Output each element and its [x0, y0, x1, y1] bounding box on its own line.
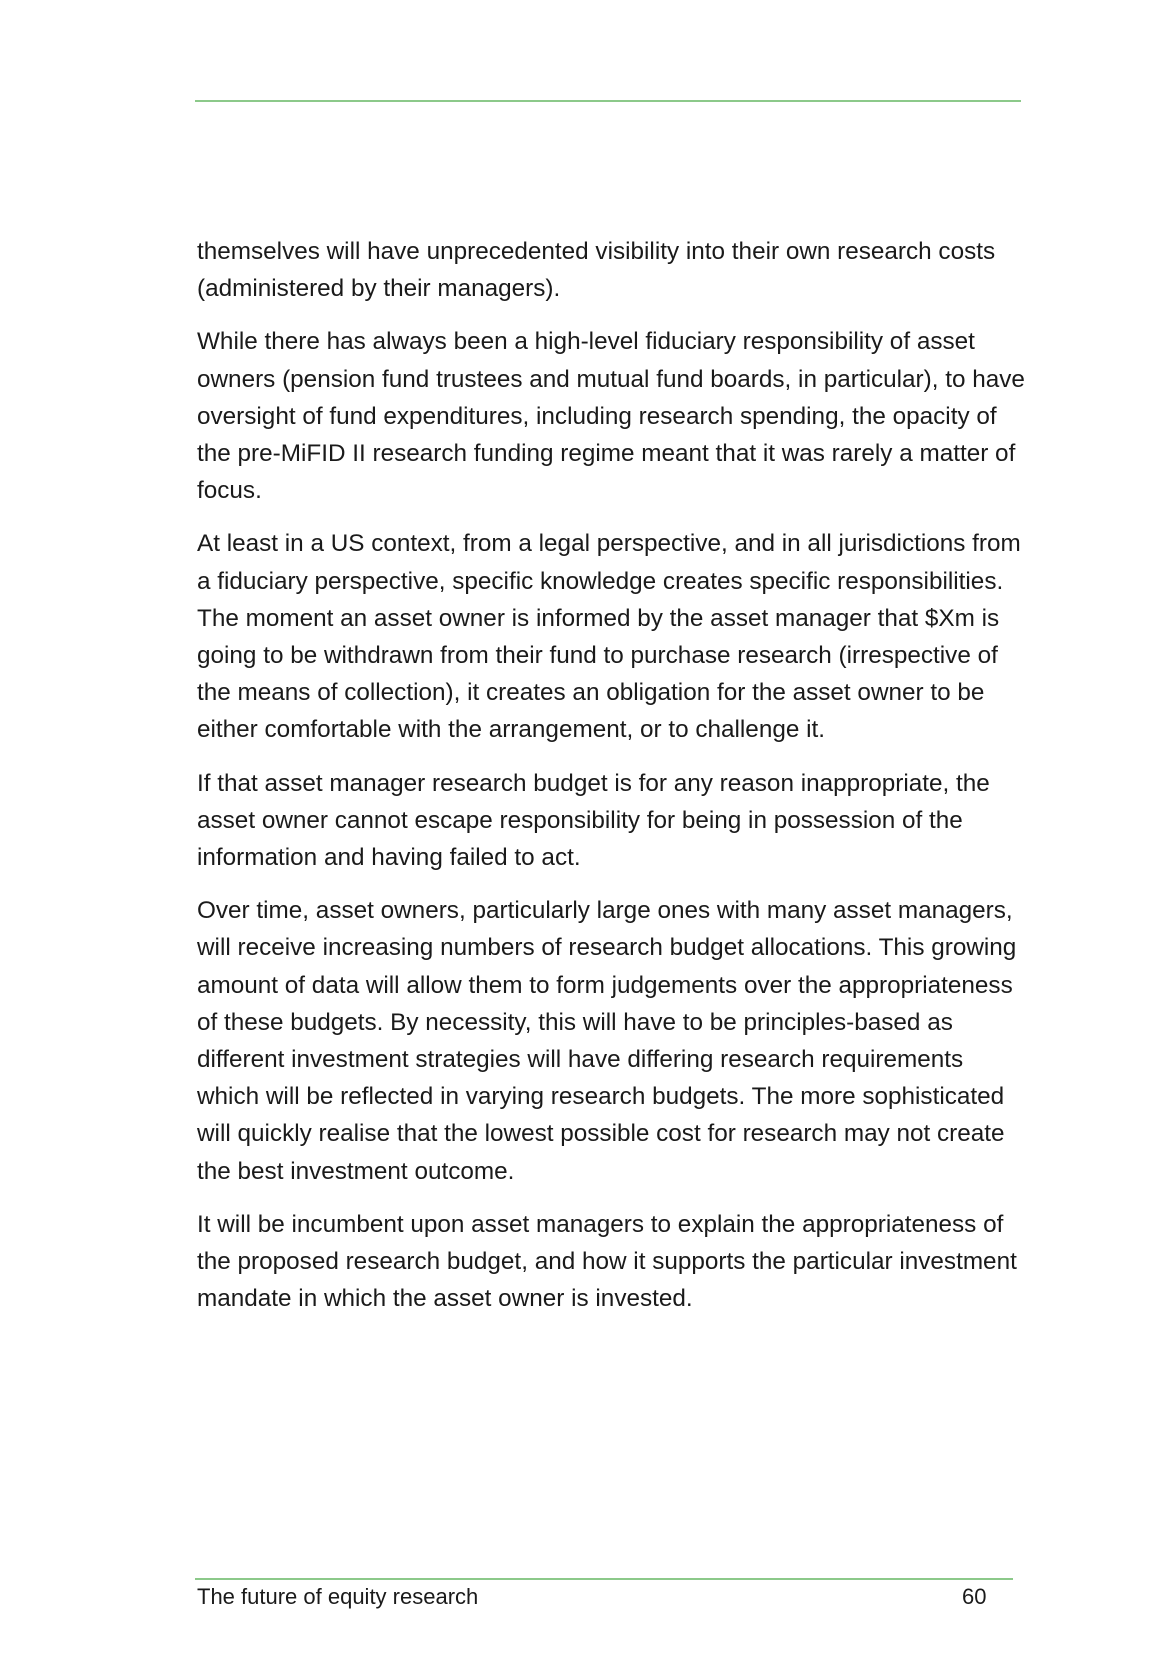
footer-rule [195, 1578, 1013, 1580]
page-number: 60 [962, 1584, 987, 1609]
paragraph: If that asset manager research budget is for any reason inappropriate, the asset owner cannot escape responsibility for being in possession of the information and having failed to act. [197, 769, 990, 872]
body-text [197, 233, 1027, 1333]
paragraph: At least in a US context, from a legal perspective, and in all jurisdictions from a fiduciary perspective, specific knowledge creates specific responsibilities. The moment an asset owner is informed by the asset manager that $Xm is going to be withdrawn from their fund to purchase research (irrespective of the means of collection), it creates an obligation for the asset owner to be either comfortable with the arrangement, or to challenge it. [197, 530, 1021, 744]
paragraph: themselves will have unprecedented visibility into their own research costs (administered by their managers). [197, 238, 996, 303]
footer-document-title: The future of equity research [197, 1584, 479, 1609]
paragraph: Over time, asset owners, particularly large ones with many asset managers, will receive increasing numbers of research budget allocations. This growing amount of data will allow them to form judgements over the appropriateness of these budgets. By necessity, this will have to be principles-based as different investment strategies will have differing research requirements which will be reflected in varying research budgets. The more sophisticated will quickly realise that the lowest possible cost for research may not create the best investment outcome. [197, 897, 1017, 1185]
header-rule [195, 100, 1021, 102]
paragraph: It will be incumbent upon asset managers to explain the appropriateness of the proposed research budget, and how it supports the particular investment mandate in which the asset owner is invested. [197, 1210, 1017, 1313]
paragraph: While there has always been a high-level fiduciary responsibility of asset owners (pension fund trustees and mutual fund boards, in particular), to have oversight of fund expenditures, including research spending, the opacity of the pre-MiFID II research funding regime meant that it was rarely a matter of focus. [197, 328, 1025, 505]
